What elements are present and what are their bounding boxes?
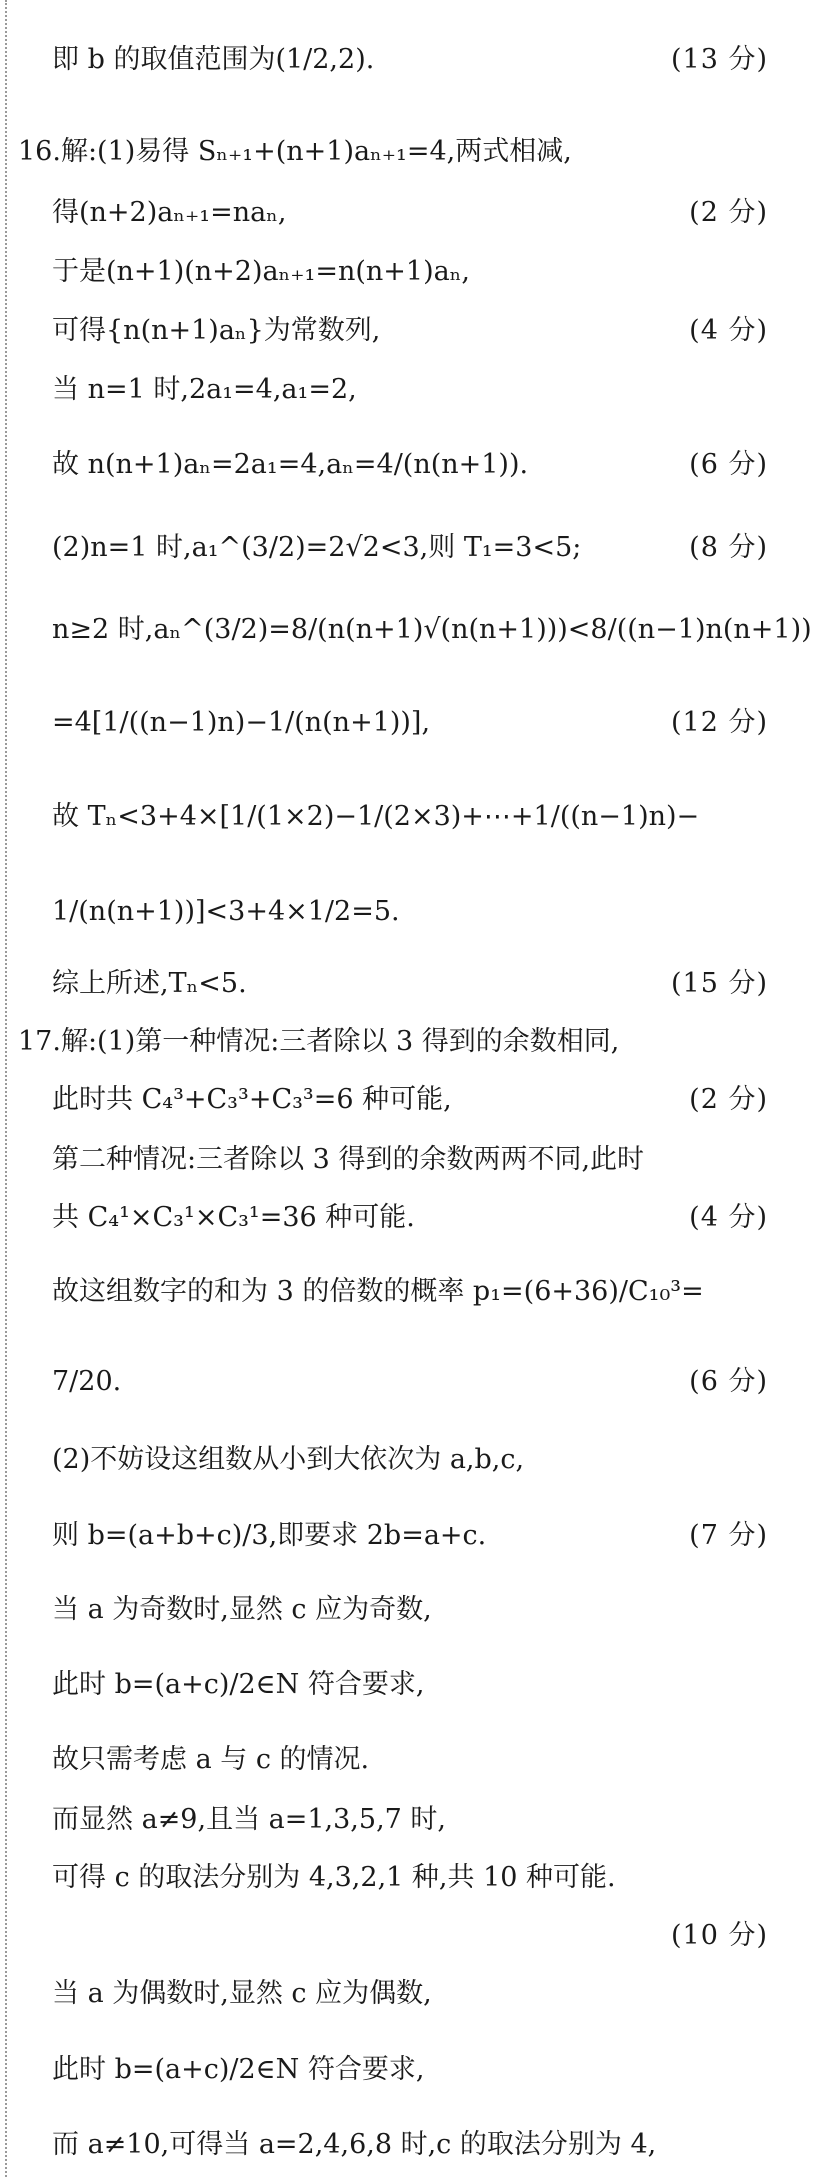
line-28-text: 当 a 为偶数时,显然 c 应为偶数, xyxy=(52,1978,432,2009)
line-19-score: (6 分) xyxy=(689,1366,768,1397)
line-6-text: 当 n=1 时,2a₁=4,a₁=2, xyxy=(52,374,357,405)
line-12-text: 1/(n(n+1))]<3+4×1/2=5. xyxy=(52,896,400,927)
line-8-text: (2)n=1 时,a₁^(3/2)=2√2<3,则 T₁=3<5; xyxy=(52,532,582,563)
line-14-text: 17.解:(1)第一种情况:三者除以 3 得到的余数相同, xyxy=(18,1026,620,1057)
line-22-text: 当 a 为奇数时,显然 c 应为奇数, xyxy=(52,1594,432,1625)
line-7-text: 故 n(n+1)aₙ=2a₁=4,aₙ=4/(n(n+1)). xyxy=(52,449,529,480)
line-18-text: 故这组数字的和为 3 的倍数的概率 p₁=(6+36)/C₁₀³= xyxy=(52,1276,704,1307)
line-25-text: 而显然 a≠9,且当 a=1,3,5,7 时, xyxy=(52,1804,446,1835)
line-1-text: 即 b 的取值范围为(1/2,2). xyxy=(52,44,375,75)
line-17-score: (4 分) xyxy=(689,1202,768,1233)
line-9-text: n≥2 时,aₙ^(3/2)=8/(n(n+1)√(n(n+1)))<8/((n−1)n(n+1)) xyxy=(52,614,812,645)
line-27-score: (10 分) xyxy=(670,1920,768,1951)
line-24-text: 故只需考虑 a 与 c 的情况. xyxy=(52,1744,370,1775)
line-20-text: (2)不妨设这组数从小到大依次为 a,b,c, xyxy=(52,1444,525,1475)
line-21-score: (7 分) xyxy=(689,1520,768,1551)
line-8-score: (8 分) xyxy=(689,532,768,563)
line-4-text: 于是(n+1)(n+2)aₙ₊₁=n(n+1)aₙ, xyxy=(52,256,470,287)
line-15-score: (2 分) xyxy=(689,1084,768,1115)
line-11-text: 故 Tₙ<3+4×[1/(1×2)−1/(2×3)+⋯+1/((n−1)n)− xyxy=(52,801,700,832)
line-23-text: 此时 b=(a+c)/2∈N 符合要求, xyxy=(52,1669,425,1700)
line-26-text: 可得 c 的取法分别为 4,3,2,1 种,共 10 种可能. xyxy=(52,1862,616,1893)
line-5-score: (4 分) xyxy=(689,315,768,346)
line-13-text: 综上所述,Tₙ<5. xyxy=(52,968,247,999)
line-16-text: 第二种情况:三者除以 3 得到的余数两两不同,此时 xyxy=(52,1144,645,1175)
line-5-text: 可得{n(n+1)aₙ}为常数列, xyxy=(52,315,381,346)
line-2-text: 16.解:(1)易得 Sₙ₊₁+(n+1)aₙ₊₁=4,两式相减, xyxy=(18,136,572,167)
line-7-score: (6 分) xyxy=(689,449,768,480)
line-13-score: (15 分) xyxy=(670,968,768,999)
line-29-text: 此时 b=(a+c)/2∈N 符合要求, xyxy=(52,2054,425,2085)
line-15-text: 此时共 C₄³+C₃³+C₃³=6 种可能, xyxy=(52,1084,452,1115)
line-10-text: =4[1/((n−1)n)−1/(n(n+1))], xyxy=(52,707,431,738)
line-17-text: 共 C₄¹×C₃¹×C₃¹=36 种可能. xyxy=(52,1202,415,1233)
line-1-score: (13 分) xyxy=(670,44,768,75)
line-21-text: 则 b=(a+b+c)/3,即要求 2b=a+c. xyxy=(52,1520,487,1551)
line-10-score: (12 分) xyxy=(670,707,768,738)
line-3-score: (2 分) xyxy=(689,197,768,228)
line-3-text: 得(n+2)aₙ₊₁=naₙ, xyxy=(52,197,287,228)
line-19-text: 7/20. xyxy=(52,1366,122,1397)
line-30-text: 而 a≠10,可得当 a=2,4,6,8 时,c 的取法分别为 4, xyxy=(52,2129,657,2160)
